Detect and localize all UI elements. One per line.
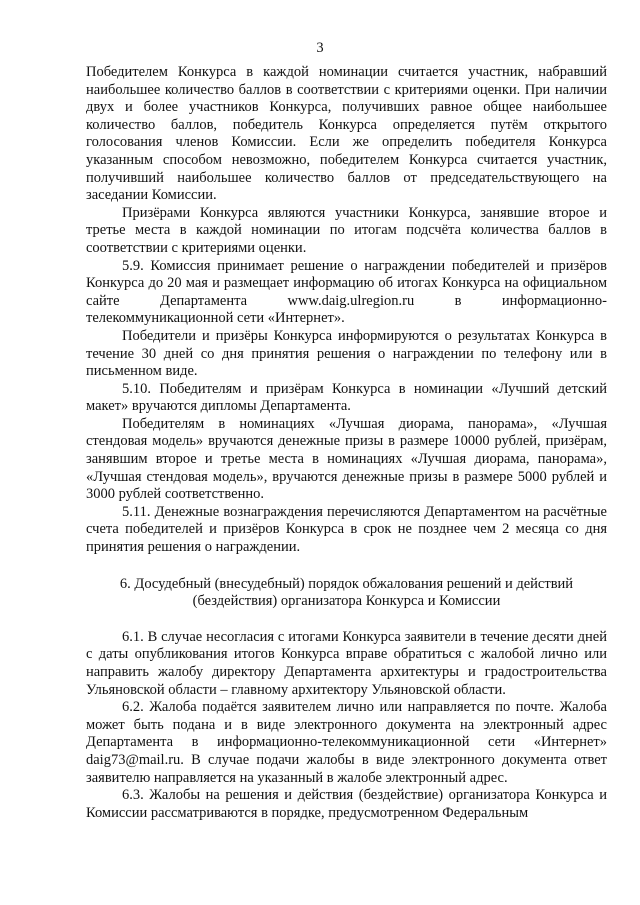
page-number: 3 (316, 40, 324, 56)
paragraph-cash-prizes: Победителям в номинациях «Лучшая диорама, панорама», «Лучшая стендовая модель» вручаются денежные призы в размере 10000 рублей, призёрам, занявшим второе и третье места в номинациях «Лучшая диорама, панорама», «Лучшая стендовая модель», вручаются денежные призы в размере 5000 рублей и 3000 рублей соответственно. (86, 415, 607, 503)
paragraph-notification: Победители и призёры Конкурса информируются о результатах Конкурса в течение 30 дней со дня принятия решения о награждении по телефону или в письменном виде. (86, 327, 607, 380)
section-6-heading (86, 576, 607, 611)
paragraph-6-3: 6.3. Жалобы на решения и действия (бездействие) организатора Конкурса и Комиссии рассматриваются в порядке, предусмотренном Федеральным (86, 787, 607, 821)
paragraph-winner-definition: Победителем Конкурса в каждой номинации считается участник, набравший наибольшее количество баллов в соответствии с критериями оценки. При наличии двух и более участников Конкурса, получивших равное общее наибольшее количество баллов, победитель Конкурса определяется путём открытого голосования членов Комиссии. Если же определить победителя Конкурса указанным способом невозможно, победителем Конкурса считается участник, получивший наибольшее количество баллов от председательствующего на заседании Комиссии. (86, 64, 607, 204)
paragraph-5-11: 5.11. Денежные вознаграждения перечисляются Департаментом на расчётные счета победителей и призёров Конкурса в срок не позднее чем 2 месяца со дня принятия решения о награждении. (86, 503, 607, 556)
paragraph-6-1: 6.1. В случае несогласия с итогами Конкурса заявители в течение десяти дней с даты опубликования итогов Конкурса вправе обратиться с жалобой лично или направить жалобу директору Департамента архитектуры и градостроительства Ульяновской области – главному архитектору Ульяновской области. (86, 628, 607, 698)
section-6-heading-line1: 6. Досудебный (внесудебный) порядок обжалования решений и действий (119, 575, 574, 592)
paragraph-6-2: 6.2. Жалоба подаётся заявителем лично или направляется по почте. Жалоба может быть подана и в виде электронного документа на электронный адрес Департамента в информационно-телекоммуникационной сети «Интернет» daig73@mail.ru. В случае подачи жалобы в виде электронного документа ответ заявителю направляется на указанный в жалобе электронный адрес. (86, 699, 607, 786)
paragraph-5-9: 5.9. Комиссия принимает решение о награждении победителей и призёров Конкурса до 20 мая и размещает информацию об итогах Конкурса на официальном сайте Департамента www.daig.ulregion.ru в информационно-телекоммуникационной сети «Интернет». (86, 257, 607, 327)
paragraph-prize-winners: Призёрами Конкурса являются участники Конкурса, занявшие второе и третье места в каждой номинации по итогам подсчёта количества баллов в соответствии с критериями оценки. (86, 204, 607, 256)
paragraph-5-10: 5.10. Победителям и призёрам Конкурса в номинации «Лучший детский макет» вручаются дипломы Департамента. (86, 380, 607, 415)
document-body (86, 64, 607, 822)
section-6-heading-line2: (бездействия) организатора Конкурса и Комиссии (192, 593, 501, 610)
